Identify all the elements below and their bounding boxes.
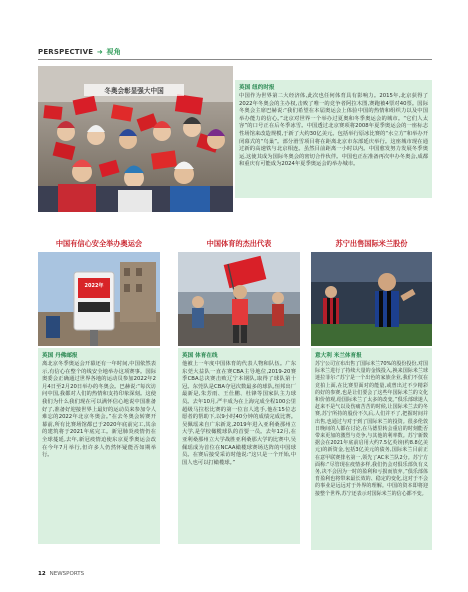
col2-text: 他被上一年度中国体育的代表人物和队伍。广东东莞大益队一直在赛CBA主导地位,2019-20赛季CBA总决赛击败辽宁本钢队,取得了球队第十冠。东莞队是CBA夺冠次数最多的球队,恒邦出厂最新是,朱芳雨、王仕鹏、杜锋等国家队主力球员。去年10月,严丰成为在上海完成全程100公里超级马拉松比赛的第一位盲人选手,他在15位志愿者的帮助下,以9小时40分钟的成绩完成比赛。吴佩瑶来自广东新龙,2019年进入亚利桑那州立大学,是学校橄榄球队的首要一员。去年12月,在亚利桑那州立大学战胜亚利桑那大学的比赛中,吴佩瑶成为首位在NCAA橄榄球赛场达阵的中国球员。在赛后接受采访时他说:“这只是一个开始,中国人也可以打橄榄球。”: [182, 361, 296, 466]
countdown-sign-text: 2022年: [84, 283, 104, 289]
top-story-box: [235, 80, 432, 198]
page-footer: [38, 571, 84, 577]
header-divider: [38, 59, 432, 60]
col2-caption: 中国体育的杰出代表: [206, 239, 272, 248]
page-number: 12: [38, 571, 46, 577]
section-header: [38, 47, 432, 59]
countdown-clock-photo: [38, 252, 160, 346]
col1-source: 英国 丹佛邮报: [42, 353, 78, 359]
countdown-clock-illustration: [38, 252, 160, 346]
col3-text: 苏宁公司宣布出售了国际米兰70%的股份投份,对国际米兰进行了持续大量的金钱投入,换来国际米兰球迷拉菲尔:“苏宁是一个出色的家族企业,我们不仅在竞拍上面,在比赛里面对的能量,或曾出过不少精彩的好的参赛,也是让们要会了这些年国际米兰的文化和价值观,给国际米兰了太多的改变。”俱乐部球迷人赶来不是气以及伤痛苦苦的时候,让国际米兰去的冬赛,苏宁所持的股份不久后,人们并不了,把握时间并出售,也通过与对于到了国际米兰的投资。很多伦敦日晚间的人都在讨论,在马德里转会重启的时刻能否带来更加的激烈与竞争,与其他的利率数。苏宁新数据会在2021年底前启用大约7.5亿英镑(约8.8亿美元)的新资金,包括3亿美元的债务,国际米兰目前正在意甲联赛排名第一,领先了AC米兰队2分。苏宁方面称:“尽管现在疫情多样,我们仍会对俱乐部负有义务,决不会因为一时的盈利和亏损而放弃。”俱乐部体育盈利也将带来最长效的、稳定的变化,这对于不会的事业是远远对于外界的理解。中国的资本即将迎接整个世界,苏宁还表示对国际米兰的信心都不变。: [315, 361, 428, 497]
section-label-en: PERSPECTIVE: [38, 48, 94, 56]
col1-box: [38, 348, 160, 544]
col2-box: [178, 348, 300, 544]
runner-flag-photo: [178, 252, 300, 346]
arrow-right-icon: ➜: [96, 48, 103, 56]
col3-caption: 苏宁出售国际米兰股份: [335, 239, 408, 248]
top-story-source: 英国 纽约时报: [239, 85, 275, 91]
col2-source: 英国 体育在线: [182, 353, 218, 359]
col1-caption: 中国有信心安全举办奥运会: [55, 239, 143, 248]
top-story-text: 中国作为世界第二大经济体,此次也任何体育具有影响力。2015年,北京获得了2022年冬奥会的主办权,击败了唯一的竞争者阿拉木图,赛跑被4票对40票。国际冬奥会主席巴赫说:“我们希望在本届奥运会上体验中国的热情和组织力以及中国举办能力的信心。”北京对世界一个举办过夏奥和冬季奥运会的城市。“它们人太容”的口号正在后冬季冰雪。中国透过北京赛项将2008年夏季奥运会的一座标志性场馆来改造规模,于新了大约30亿美元。包括举行原冰比赛的“水立方”和举办开闭幕式的“鸟巢”。部分滑雪项目将在距离北京市东部延庆举行。这座城市现在通过新的高速铁与北京相连。虽然目前距离一小时以内。中国愈发努力发展冬季奥运,这使其成为国际冬奥会的密切合作伙伴。中国也正在准备再次申办冬奥会,成都和重庆有可能成为2024年夏季奥运会的举办城市。: [239, 93, 428, 168]
runner-flag-illustration: [178, 252, 300, 346]
section-label-zh: 视角: [106, 48, 121, 56]
football-player-photo: [311, 252, 432, 346]
top-story-caption: 冬奥会彰显强大中国: [84, 84, 184, 96]
col3-box: [311, 348, 432, 550]
col3-source: 意大利 米兰体育报: [315, 353, 362, 359]
magazine-name: NEWSPORTS: [49, 571, 85, 577]
football-player-illustration: [311, 252, 432, 346]
col1-text: 离北京冬季奥运会开幕还有一年时间,中国依然表示,有信心在整个的线安全地举办这项赛事。国际奥委会正确通过世界各地的运动员参加2022年2月4日至2月20日举办的冬奥会。巴赫说:“每次访问中国,我都对人们的热情和支持印象深刻。这使我们为什么我们现在可以满怀信心地说中国准备好了,准备好迎接世界上最好的运动员来参加令人难忘的2022年北京冬奥会。”在去冬奥会转赛开幕前,所有比赛场馆都已于2020年底前完工,其余的建筑将于2021年底完工。新冠肺炎疫情仍在全球蔓延,去年,新冠疫情迫使东京夏季奥运会改在今年7月举行,但许多人仍然怀疑能否如期举行。: [42, 361, 156, 459]
